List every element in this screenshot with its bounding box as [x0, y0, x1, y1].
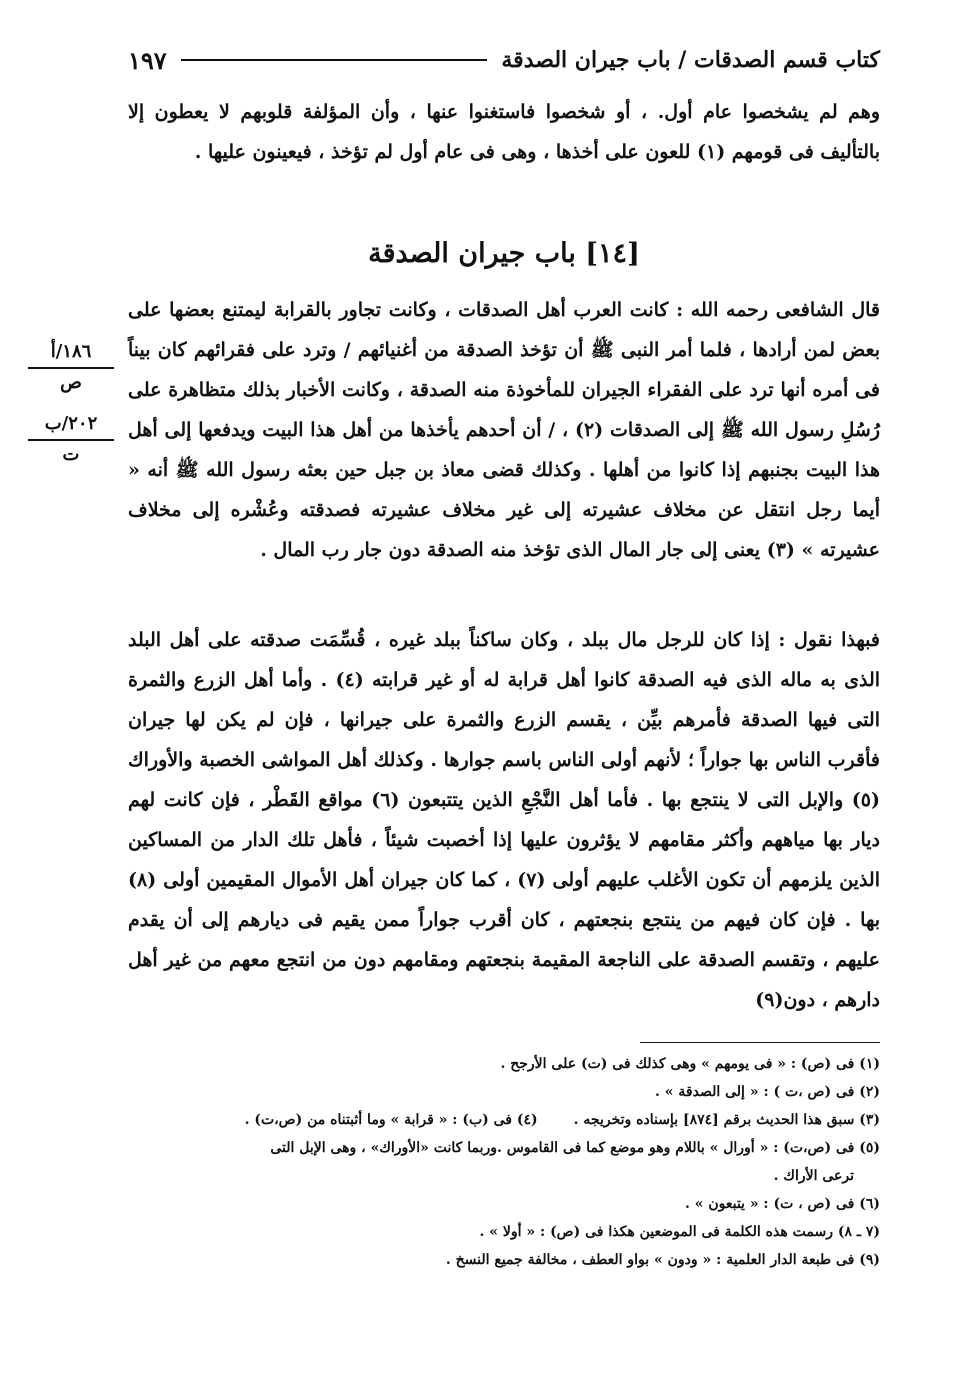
- footnote-separator: [640, 1042, 880, 1043]
- footnote: (٣) سبق هذا الحديث برقم [٨٧٤] بإسناده وتخريجه .: [573, 1112, 880, 1128]
- page-number: ١٩٧: [128, 45, 167, 75]
- footnote: (٦) فى (ص ، ت) : « يتبعون » .: [684, 1196, 880, 1212]
- header-title: كتاب قسم الصدقات / باب جيران الصدقة: [501, 47, 880, 73]
- footnote-row: [128, 1106, 880, 1134]
- footnotes: [128, 1050, 880, 1274]
- footnote: (٧ ـ ٨) رسمت هذه الكلمة فى الموضعين هكذا فى (ص) : « أولا » .: [479, 1224, 880, 1240]
- margin-note: [28, 410, 114, 469]
- margin-note: [28, 338, 114, 397]
- footnote: (٥) فى (ص،ت) : « أورال » باللام وهو موضع كما فى القاموس .وربما كانت «الأوراك» ، وهى الإبل التى: [270, 1140, 880, 1156]
- section-paragraph-1: [128, 290, 880, 570]
- margin-note-siglum: ت: [62, 444, 80, 465]
- margin-note-siglum: ص: [60, 372, 82, 393]
- margin-note-folio: ١٨٦/أ: [28, 338, 114, 369]
- margin-note-folio: ٢٠٢/ب: [28, 410, 114, 441]
- footnote: (١) فى (ص) : « فى يومهم » وهى كذلك فى (ت) على الأرجح .: [500, 1056, 880, 1072]
- footnote: (٤) فى (ب) : « قرابة » وما أثبتناه من (ص،ت) .: [244, 1112, 538, 1128]
- speaker-lead: قال الشافعى: [775, 299, 880, 321]
- footnote: (٩) فى طبعة الدار العلمية : « ودون » بواو العطف ، مخالفة جميع النسخ .: [445, 1252, 880, 1268]
- paragraph-1-text: رحمه الله : كانت العرب أهل الصدقات ، وكانت تجاور بالقرابة ليمتنع بعضها على بعض لمن أرادها ، فلما أمر النبى ﷺ أن تؤخذ الصدقة من أغنيائهم / وترد على فقرائهم كان بيناً فى أمره أنها ترد على الفقراء الجيران للمأخوذة منه الصدقة ، وكانت الأخبار بذلك متظاهرة على رُسُلِ رسول الله ﷺ إلى الصدقات (٢) ، / أن أحدهم يأخذها من أهل هذا البيت ويدفعها إلى أهل هذا البيت بجنبهم إذا كانوا من أهلها . وكذلك قضى معاذ بن جبل حين بعثه رسول الله ﷺ أنه « أيما رجل انتقل عن مخلاف عشيرته إلى غير مخلاف عشيرته فصدقته وعُشْره إلى مخلاف عشيرته » (٣) يعنى إلى جار المال الذى تؤخذ منه الصدقة دون جار رب المال .: [128, 299, 880, 561]
- section-heading: [١٤] باب جيران الصدقة: [368, 238, 640, 269]
- running-header: [128, 40, 880, 80]
- footnote-continuation: ترعى الأراك .: [773, 1168, 854, 1184]
- intro-paragraph: وهم لم يشخصوا عام أول. ، أو شخصوا فاستغنوا عنها ، وأن المؤلفة قلوبهم لا يعطون إلا بالتأليف فى قومهم (١) للعون على أخذها ، وهى فى عام أول لم تؤخذ ، فيعينون عليها .: [128, 101, 880, 163]
- footnote: (٢) فى (ص ،ت ) : « إلى الصدقة » .: [655, 1084, 880, 1100]
- section-paragraph-2: فبهذا نقول : إذا كان للرجل مال ببلد ، وكان ساكناً ببلد غيره ، قُسِّمَت صدقته على أهل البلد الذى به ماله الذى فيه الصدقة كانوا أهل قرابة له أو غير قرابته (٤) . وأما أهل الزرع والثمرة التى فيها الصدقة فأمرهم بيِّن ، يقسم الزرع والثمرة على جيرانها ، فإن لم يكن لها جيران فأقرب الناس بها جواراً ؛ لأنهم أولى الناس باسم جوارها . وكذلك أهل المواشى الخصبة والأوراك (٥) والإبل التى لا ينتجع بها . فأما أهل النَّجْعِ الذين يتتبعون (٦) مواقع القَطْر ، فإن كانت لهم ديار بها مياههم وأكثر مقامهم لا يؤثرون عليها إذا أخصبت شيئاً ، فأهل تلك الدار من المساكين الذين يلزمهم أن تكون الأغلب عليهم أولى (٧) ، كما كان جيران أهل الأموال المقيمين أولى (٨) بها . فإن كان فيهم من ينتجع بنجعتهم ، كان أقرب جواراً ممن يقيم فى ديارهم إلى أن يقدم عليهم ، وتقسم الصدقة على الناجعة المقيمة بنجعتهم ومقامهم دون من انتجع معهم من غير أهل دارهم ، دون(٩): [128, 629, 881, 1011]
- header-rule: [181, 59, 488, 61]
